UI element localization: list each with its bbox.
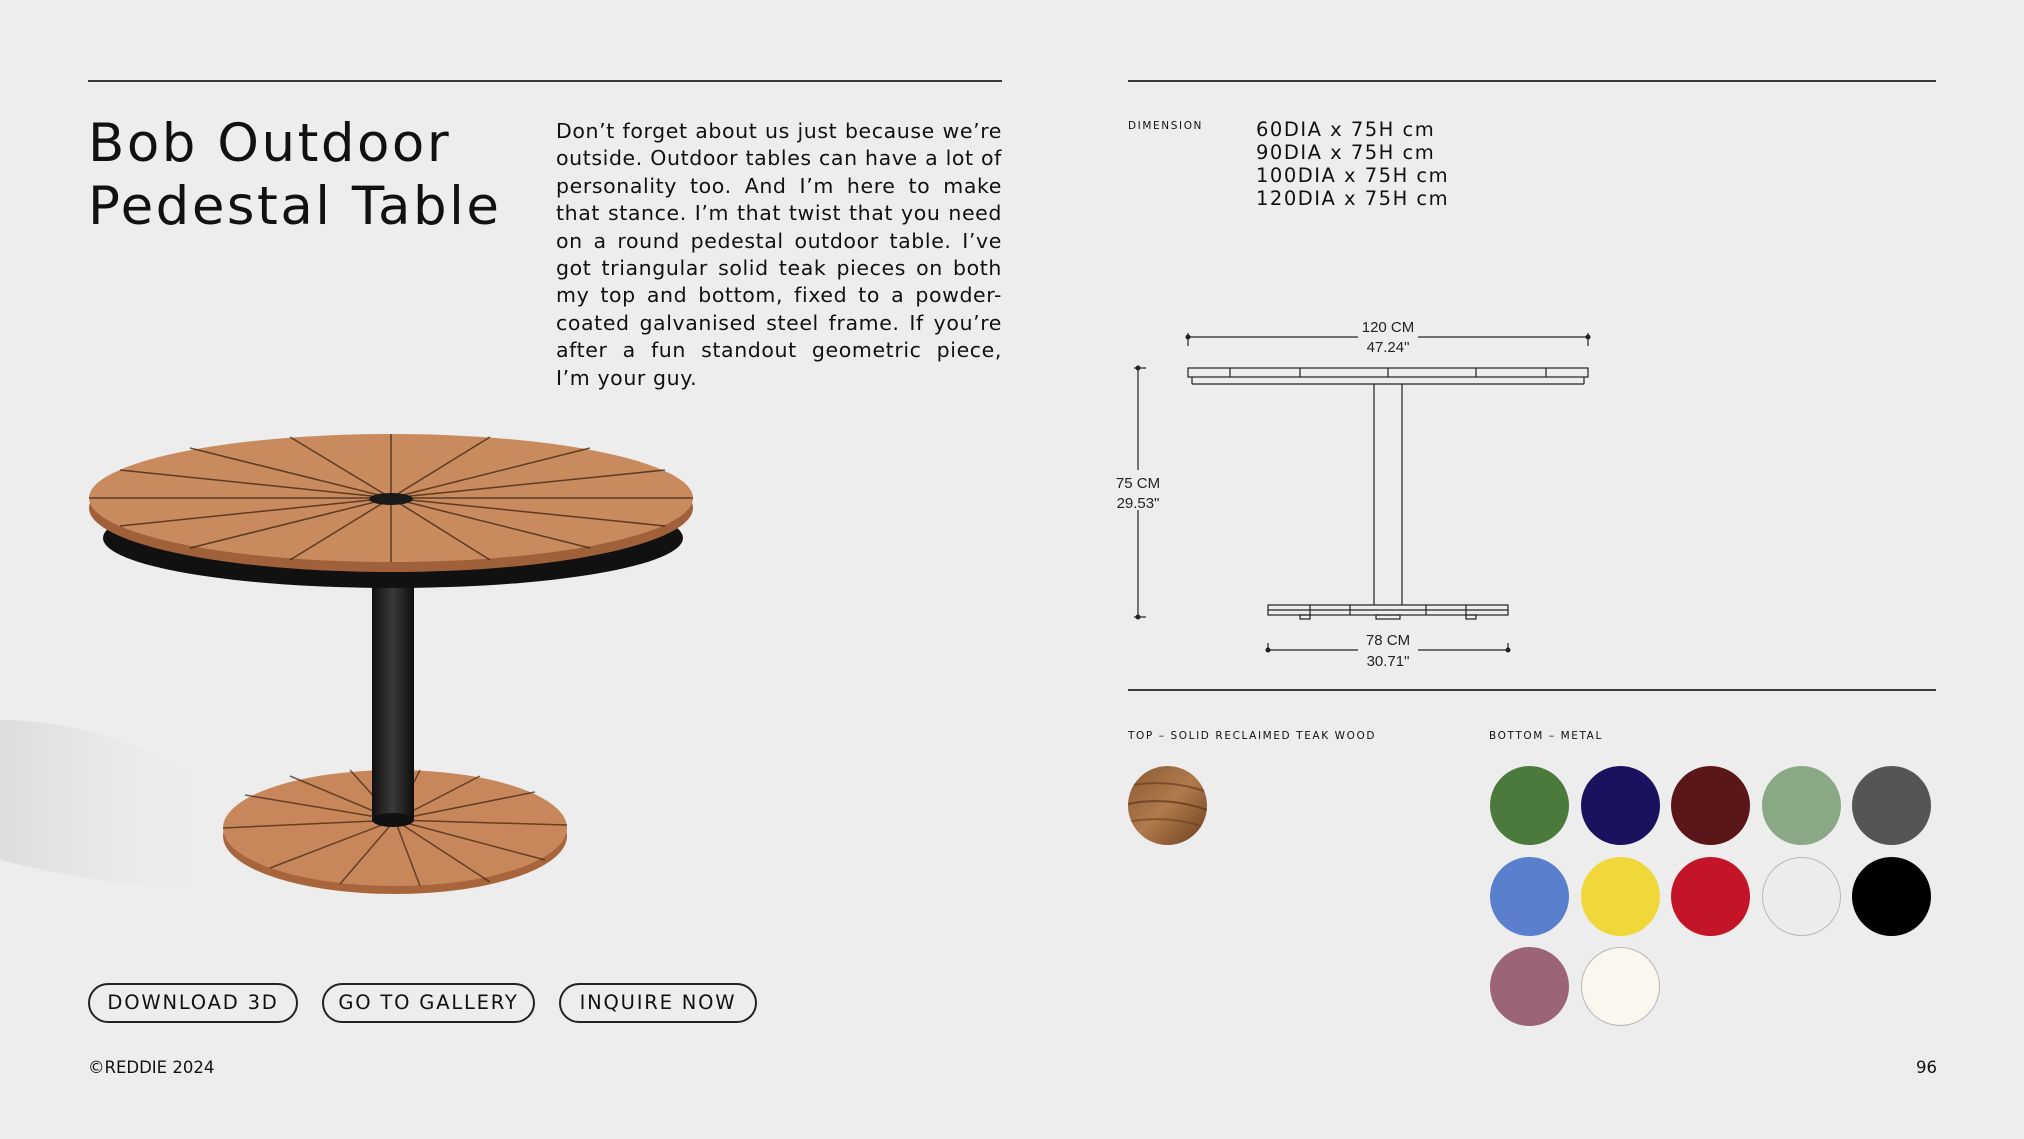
metal-color-swatch[interactable] bbox=[1852, 857, 1931, 936]
dimension-list bbox=[1256, 118, 1449, 210]
top-finish-label: TOP – SOLID RECLAIMED TEAK WOOD bbox=[1128, 730, 1377, 742]
top-rule-left bbox=[88, 80, 1002, 82]
download-3d-button[interactable]: DOWNLOAD 3D bbox=[88, 983, 298, 1023]
mid-rule-right bbox=[1128, 689, 1936, 691]
bottom-finish-label: BOTTOM – METAL bbox=[1489, 730, 1603, 742]
top-rule-right bbox=[1128, 80, 1936, 82]
metal-color-swatch[interactable] bbox=[1852, 766, 1931, 845]
dimension-size: 60DIA x 75H cm bbox=[1256, 118, 1436, 141]
top-width-in: 47.24" bbox=[1366, 339, 1410, 356]
inquire-now-button[interactable]: INQUIRE NOW bbox=[559, 983, 757, 1023]
go-to-gallery-button[interactable]: GO TO GALLERY bbox=[322, 983, 535, 1023]
product-description: Don’t forget about us just because we’re outside. Outdoor tables can have a lot of personality too. And I’m here to make that stance. I’m that twist that you need on a round pedestal outdoor table. I’ve got triangular solid teak pieces on both my top and bottom, fixed to a powder-coated galvanised steel frame. If you’re after a fun standout geometric piece, I’m your guy. bbox=[556, 119, 1002, 390]
metal-color-swatch[interactable] bbox=[1581, 766, 1660, 845]
product-title bbox=[88, 112, 501, 238]
base-width-in: 30.71" bbox=[1366, 653, 1410, 670]
teak-wood-swatch[interactable] bbox=[1128, 766, 1207, 845]
metal-color-swatch[interactable] bbox=[1490, 857, 1569, 936]
dimension-size: 90DIA x 75H cm bbox=[1256, 141, 1436, 164]
metal-color-swatch[interactable] bbox=[1490, 947, 1569, 1026]
product-image bbox=[0, 420, 720, 920]
page-number: 96 bbox=[1916, 1058, 1937, 1077]
metal-color-swatch[interactable] bbox=[1671, 766, 1750, 845]
base-width-cm: 78 CM bbox=[1365, 632, 1411, 649]
metal-color-swatch[interactable] bbox=[1581, 857, 1660, 936]
metal-color-swatch[interactable] bbox=[1490, 766, 1569, 845]
product-title-line2: Pedestal Table bbox=[88, 176, 502, 237]
metal-color-swatch[interactable] bbox=[1762, 766, 1841, 845]
height-in: 29.53" bbox=[1116, 495, 1160, 512]
metal-color-swatch[interactable] bbox=[1671, 857, 1750, 936]
top-width-cm: 120 CM bbox=[1361, 319, 1415, 336]
dimension-size: 100DIA x 75H cm bbox=[1256, 164, 1450, 187]
height-cm: 75 CM bbox=[1115, 475, 1161, 492]
metal-color-swatch[interactable] bbox=[1581, 947, 1660, 1026]
metal-color-swatch[interactable] bbox=[1762, 857, 1841, 936]
dimension-label: DIMENSION bbox=[1128, 120, 1204, 132]
copyright: ©REDDIE 2024 bbox=[88, 1058, 215, 1077]
product-title-line1: Bob Outdoor bbox=[88, 113, 452, 174]
technical-drawing bbox=[1100, 310, 1620, 680]
dimension-size: 120DIA x 75H cm bbox=[1256, 187, 1450, 210]
